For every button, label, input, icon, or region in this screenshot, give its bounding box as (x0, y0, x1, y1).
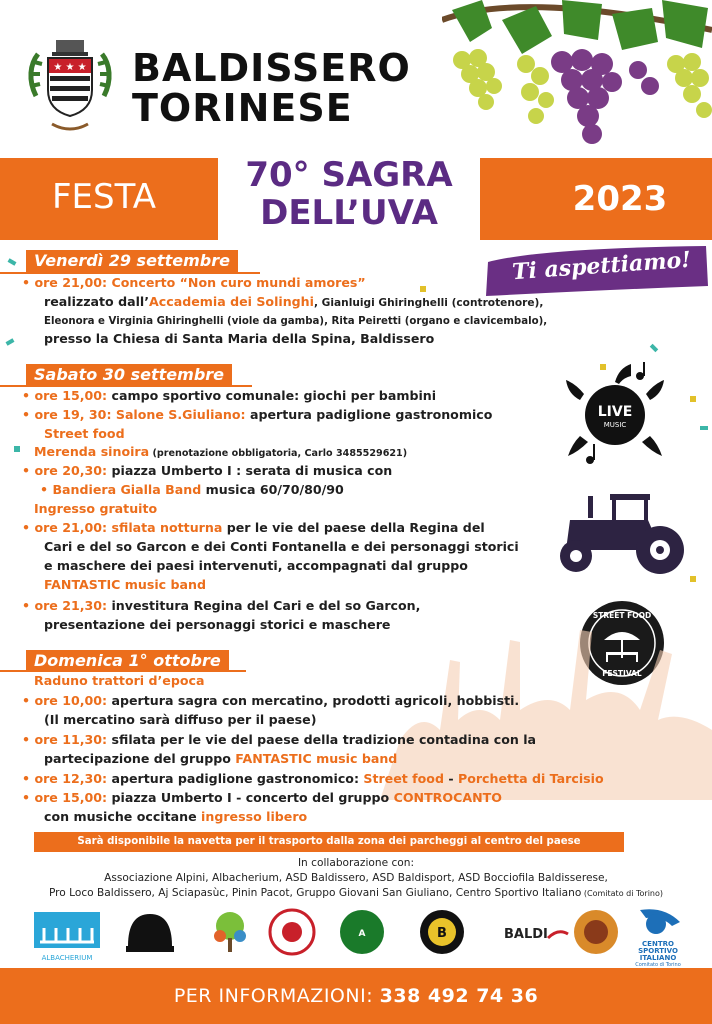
saturday-l12-time: ore 21,30: (34, 598, 108, 613)
saturday-l8-text: per le vie del paese della Regina del (222, 520, 485, 535)
csi-line1: CENTRO (642, 940, 674, 948)
sunday-l6-text: apertura padiglione gastronomico: (107, 771, 364, 786)
town-crest-logo (22, 34, 118, 138)
svg-text:B: B (437, 926, 447, 941)
saturday-l2-place: Salone S.Giuliano: (111, 407, 246, 422)
event-title-line1: 70° SAGRA (245, 155, 453, 195)
saturday-l4-note: (prenotazione obbligatoria, Carlo (149, 448, 336, 459)
sunday-l5-band: FANTASTIC music band (235, 751, 398, 766)
albacherium-logo (34, 912, 100, 962)
svg-text:A: A (358, 929, 366, 939)
sunday-line1: Raduno trattori d’epoca (34, 673, 205, 688)
bocciofila-logo (270, 910, 314, 954)
event-year: 2023 (572, 179, 668, 219)
event-title-line2: DELL’UVA (260, 193, 438, 233)
collab-line2-note: (Comitato di Torino) (581, 889, 663, 898)
event-title (218, 156, 480, 232)
alpini-helmet-logo (126, 914, 174, 952)
town-name (132, 48, 411, 128)
live-label: LIVE (597, 404, 633, 420)
live-music-badge (560, 360, 670, 470)
saturday-l4-phone: 3485529621 (335, 448, 403, 459)
sciapasuc-logo (574, 910, 618, 954)
sunday-line2: • ore 10,00: apertura sagra con mercatino, prodotti agricoli, hobbisti. (22, 693, 520, 708)
csi-line3: ITALIANO (639, 954, 677, 962)
sunday-l6-sf: Street food (363, 771, 444, 786)
friday-heading: Venerdì 29 settembre (26, 250, 238, 272)
saturday-l6-text: musica 60/70/80/90 (201, 482, 344, 497)
grapes-illustration (442, 0, 712, 160)
shuttle-notice: Sarà disponibile la navetta per il trasporto dalla zona dei parcheggi al centro del paese (34, 832, 624, 852)
csi-line2: SPORTIVO (638, 947, 678, 955)
baldi-label: BALDI (504, 927, 548, 942)
saturday-line9: Cari e del so Garcon e dei Conti Fontanella e dei personaggi storici (44, 539, 519, 554)
svg-text:★ ★ ★: ★ ★ ★ (53, 62, 87, 73)
sunday-l2-text: apertura sagra con mercatino, prodotti agricoli, hobbisti. (107, 693, 520, 708)
friday-line4: presso la Chiesa di Santa Maria della Spina, Baldissero (44, 331, 435, 346)
saturday-l2-text: apertura padiglione gastronomico (245, 407, 493, 422)
collab-title: In collaborazione con: (297, 857, 415, 869)
baldi-logo (504, 927, 568, 942)
csi-logo (635, 909, 681, 966)
saturday-line12: • ore 21,30: investitura Regina del Cari e del so Garcon, (22, 598, 421, 613)
friday-line1: • ore 21,00: Concerto “Non curo mundi amores” (22, 275, 366, 290)
tagline: Ti aspettiamo! (511, 246, 692, 286)
sunday-line4: • ore 11,30: sfilata per le vie del paese della tradizione contadina con la (22, 732, 537, 747)
saturday-l1-text: campo sportivo comunale: giochi per bambini (107, 388, 437, 403)
saturday-l5-time: ore 20,30: (34, 463, 108, 478)
albacherium-label: ALBACHERIUM (41, 954, 93, 962)
sunday-l7-text: piazza Umberto I - concerto del gruppo (107, 790, 394, 805)
saturday-heading: Sabato 30 settembre (26, 364, 232, 386)
saturday-line8: • ore 21,00: sfilata notturna per le vie del paese della Regina del (22, 520, 485, 535)
friday-l1-text: Concerto “Non curo mundi amores” (107, 275, 366, 290)
footer-label: PER INFORMAZIONI: (173, 985, 380, 1007)
sunday-line3: (Il mercatino sarà diffuso per il paese) (44, 712, 317, 727)
saturday-line10: e maschere dei paesi intervenuti, accompagnati dal gruppo (44, 558, 468, 573)
partner-logos (30, 902, 690, 966)
saturday-line11: FANTASTIC music band (44, 577, 207, 592)
saturday-l8-time: ore 21,00: sfilata notturna (34, 520, 223, 535)
sunday-l7-time: ore 15,00: (34, 790, 108, 805)
baldisport-logo (420, 910, 464, 954)
friday-l2-pre: realizzato dall’ (44, 294, 150, 309)
town-name-line2: TORINESE (132, 86, 353, 130)
festa-label: FESTA (52, 177, 157, 217)
sunday-l5-pre: partecipazione del gruppo (44, 751, 236, 766)
sunday-l4-text: sfilata per le vie del paese della tradizione contadina con la (107, 732, 537, 747)
sunday-heading: Domenica 1° ottobre (26, 650, 229, 672)
festival-label: FESTIVAL (602, 669, 642, 678)
pro-loco-logo (214, 912, 246, 952)
saturday-line5: • ore 20,30: piazza Umberto I : serata di musica con (22, 463, 393, 478)
collab-line2-text: Pro Loco Baldissero, Aj Sciapasùc, Pinin Pacot, Gruppo Giovani San Giuliano, Centro Sportivo Italiano (48, 887, 582, 899)
saturday-line7: Ingresso gratuito (34, 501, 158, 516)
friday-line3: Eleonora e Virginia Ghiringhelli (viole da gamba), Rita Peiretti (organo e clavicembalo), (44, 316, 548, 327)
saturday-l4-close: ) (402, 448, 408, 459)
saturday-line1: • ore 15,00: campo sportivo comunale: giochi per bambini (22, 388, 437, 403)
town-name-line1: BALDISSERO (132, 46, 411, 90)
tractor-icon (552, 490, 686, 576)
collab-line1: Associazione Alpini, Albacherium, ASD Baldissero, ASD Baldisport, ASD Bocciofila Baldisserese, (104, 872, 608, 884)
footer-phone: 338 492 74 36 (379, 985, 539, 1007)
sunday-l6-porch: Porchetta di Tarcisio (457, 771, 604, 786)
sunday-l8-pre: con musiche occitane (44, 809, 202, 824)
csi-line4: Comitato di Torino (635, 962, 681, 966)
saturday-line4 (34, 443, 407, 464)
saturday-line6: • Bandiera Gialla Band musica 60/70/80/90 (40, 482, 344, 497)
sunday-l7-band: CONTROCANTO (393, 790, 502, 805)
saturday-line13: presentazione dei personaggi storici e maschere (44, 617, 391, 632)
saturday-l4-title: Merenda sinoira (34, 444, 150, 459)
sunday-l6-time: ore 12,30: (34, 771, 108, 786)
sunday-line7: • ore 15,00: piazza Umberto I - concerto del gruppo CONTROCANTO (22, 790, 502, 805)
street-food-label: STREET FOOD (592, 611, 652, 620)
sunday-line5 (44, 750, 397, 769)
saturday-l2-time: ore 19, 30: (34, 407, 112, 422)
footer-info (0, 968, 712, 1024)
sunday-l4-time: ore 11,30: (34, 732, 108, 747)
saturday-l1-time: ore 15,00: (34, 388, 108, 403)
sunday-l6-dash: - (443, 771, 458, 786)
music-label: MUSIC (603, 421, 627, 429)
collab-line2 (0, 885, 712, 902)
alpini-association-logo (340, 910, 384, 954)
saturday-line2: • ore 19, 30: Salone S.Giuliano: apertura padiglione gastronomico (22, 407, 493, 422)
saturday-line3: Street food (44, 426, 125, 441)
friday-l2-rest: , Gianluigi Ghiringhelli (controtenore), (313, 297, 544, 309)
friday-line2 (44, 293, 543, 313)
sunday-l2-time: ore 10,00: (34, 693, 108, 708)
saturday-l6-band: Bandiera Gialla Band (52, 482, 202, 497)
saturday-l5-text: piazza Umberto I : serata di musica con (107, 463, 393, 478)
friday-l1-time: ore 21,00: (34, 275, 108, 290)
saturday-l12-text: investitura Regina del Cari e del so Garcon, (107, 598, 421, 613)
header (0, 0, 712, 158)
sunday-line8 (44, 808, 307, 827)
friday-l2-org: Accademia dei Solinghi (149, 294, 314, 309)
sunday-l8-free: ingresso libero (201, 809, 308, 824)
sunday-line6: • ore 12,30: apertura padiglione gastronomico: Street food - Porchetta di Tarcisio (22, 771, 604, 786)
